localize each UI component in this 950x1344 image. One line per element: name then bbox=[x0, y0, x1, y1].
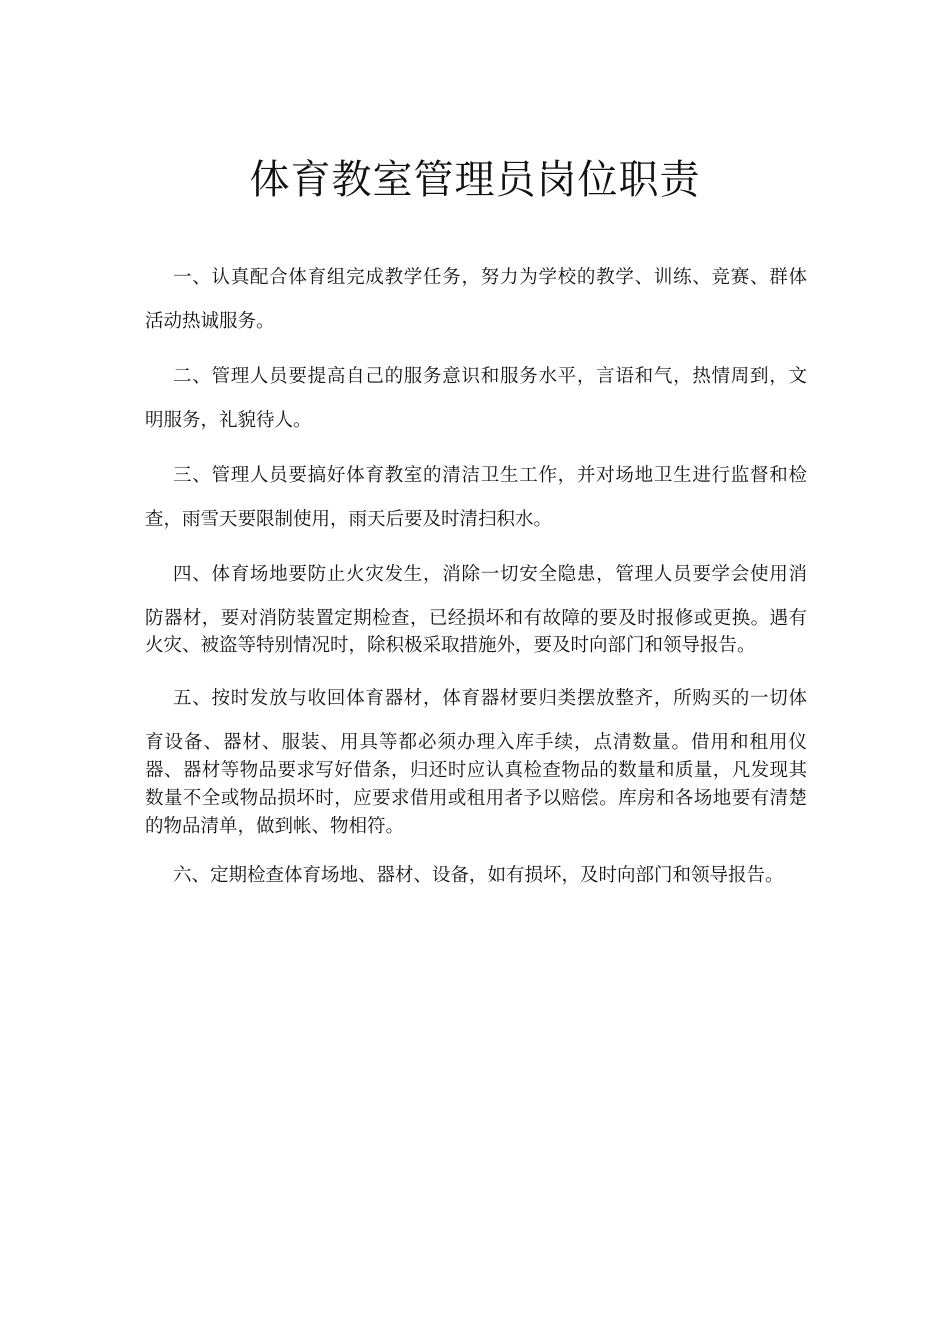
paragraph-1 bbox=[145, 264, 807, 336]
paragraph-3-first-line: 三、管理人员要搞好体育教室的清洁卫生工作，并对场地卫生进行监督和检 bbox=[173, 465, 807, 486]
paragraph-5-continuation: 育设备、器材、服装、用具等都必须办理入库手续，点清数量。借用和租用仪器、器材等物品要求写好借条，归还时应认真检查物品的数量和质量，凡发现其数量不全或物品损坏时，应要求借用或租用者予以赔偿。库房和各场地要有清楚的物品清单，做到帐、物相符。 bbox=[145, 732, 807, 837]
paragraph-3 bbox=[145, 462, 807, 534]
paragraph-1-continuation: 活动热诚服务。 bbox=[145, 311, 275, 332]
paragraph-2 bbox=[145, 363, 807, 435]
paragraph-6-first-line: 六、定期检查体育场地、器材、设备，如有损坏，及时向部门和领导报告。 bbox=[173, 865, 784, 886]
paragraph-6 bbox=[145, 862, 807, 890]
paragraph-2-continuation: 明服务，礼貌待人。 bbox=[145, 410, 312, 431]
paragraph-4 bbox=[145, 561, 807, 659]
paragraph-2-first-line: 二、管理人员要提高自己的服务意识和服务水平，言语和气，热情周到，文 bbox=[173, 366, 807, 387]
paragraph-3-continuation: 查，雨雪天要限制使用，雨天后要及时清扫积水。 bbox=[145, 509, 553, 530]
paragraph-1-first-line: 一、认真配合体育组完成教学任务，努力为学校的教学、训练、竞赛、群体 bbox=[173, 267, 807, 288]
paragraph-5-first-line: 五、按时发放与收回体育器材，体育器材要归类摆放整齐，所购买的一切体 bbox=[173, 688, 807, 709]
paragraph-5 bbox=[145, 685, 807, 841]
paragraph-4-continuation: 防器材，要对消防装置定期检查，已经损坏和有故障的要及时报修或更换。遇有火灾、被盗等特别情况时，除积极采取措施外，要及时向部门和领导报告。 bbox=[145, 608, 807, 656]
document-title: 体育教室管理员岗位职责 bbox=[249, 157, 701, 203]
paragraph-4-first-line: 四、体育场地要防止火灾发生，消除一切安全隐患，管理人员要学会使用消 bbox=[173, 564, 807, 585]
